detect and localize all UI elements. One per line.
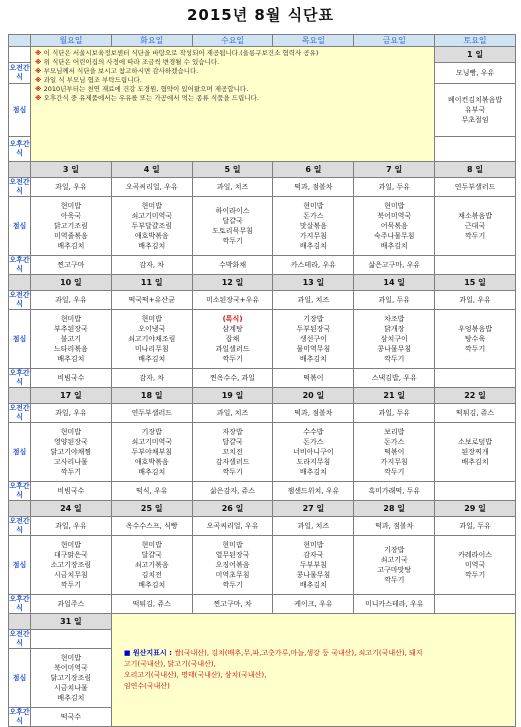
row-label-pm_snack: 오후간식 [9, 137, 31, 162]
am-snack-cell [31, 630, 112, 649]
menu-item: 채소볶음밥 [458, 212, 492, 220]
menu-item: 삼계탕 [222, 325, 243, 333]
row-label-lunch: 점심 [9, 197, 31, 256]
menu-item: 깍두기 [384, 576, 405, 584]
menu-item: 깍두기 [60, 468, 82, 476]
date-cell: 17 일 [31, 388, 112, 404]
menu-item: 고사리나물 [54, 458, 88, 466]
menu-item: 수수밥 [303, 428, 324, 436]
date-cell: 25 일 [111, 501, 192, 517]
date-cell: 28 일 [354, 501, 435, 517]
am-snack-cell: 떡과, 점볼차 [354, 517, 435, 536]
row-label-pm_snack: 오후간식 [9, 369, 30, 386]
origin-text: 임연수(국내산) [123, 682, 170, 690]
lunch-cell [192, 536, 273, 595]
menu-item: 콩나물무침 [377, 345, 412, 353]
pm-snack-cell [435, 137, 516, 162]
row-label-am_snack: 오전간식 [9, 630, 30, 647]
menu-item: 돈가스 [384, 438, 405, 446]
menu-item: 깍두기 [222, 355, 243, 363]
menu-item: 현미밥 [384, 202, 405, 210]
lunch-cell [192, 423, 273, 482]
am-snack-cell: 떡과, 점볼차 [273, 178, 354, 197]
menu-item: 아욱국 [60, 212, 82, 220]
lunch-cell [273, 310, 354, 369]
menu-item: 된장찌개 [461, 448, 489, 456]
menu-item: 배추김치 [138, 468, 166, 476]
pm-snack-cell: 떡튀김, 쥬스 [111, 595, 192, 614]
lunch-cell [435, 197, 516, 256]
menu-item: 현미밥 [141, 202, 162, 210]
date-cell: 13 일 [273, 275, 354, 291]
lunch-cell [192, 197, 273, 256]
menu-item: 깍두기 [222, 468, 243, 476]
date-cell: 14 일 [354, 275, 435, 291]
date-cell: 21 일 [354, 388, 435, 404]
lunch-cell [111, 197, 192, 256]
menu-item: 유부국 [464, 106, 486, 114]
pm-snack-cell: 떡식, 우유 [111, 482, 192, 501]
menu-item: 배추김치 [138, 581, 166, 589]
row-label-pm_snack: 오후간식 [9, 256, 30, 273]
menu-item: 현미밥 [303, 202, 324, 210]
menu-item: 배추김치 [57, 242, 85, 250]
am-snack-cell: 과일, 우유 [31, 517, 112, 536]
date-cell: 20 일 [273, 388, 354, 404]
lunch-cell [435, 310, 516, 369]
am-snack-cell: 과일, 치즈 [273, 517, 354, 536]
row-label-am_snack: 오전간식 [9, 63, 31, 84]
date-cell: 22 일 [435, 388, 516, 404]
row-label-am_snack: 오전간식 [9, 291, 30, 308]
am-snack-cell: 과일, 두유 [435, 517, 516, 536]
menu-item: 도토리묵무침 [212, 227, 253, 235]
am-snack-cell: 과일, 두유 [354, 404, 435, 423]
am-snack-cell: 과일, 치즈 [273, 291, 354, 310]
menu-item: 우엉볶음밥 [458, 325, 492, 333]
menu-item: 자장밥 [222, 428, 243, 436]
weekday-header: 화요일 [111, 35, 192, 47]
menu-item: 닭고기야채찜 [50, 448, 92, 456]
lunch-cell [354, 310, 435, 369]
date-corner [9, 501, 31, 517]
lunch-cell [435, 536, 516, 595]
menu-item: 두부된장국 [296, 325, 331, 333]
menu-item: 현미밥 [141, 315, 162, 323]
row-label-am_snack: 오전간식 [9, 178, 30, 195]
pm-snack-cell: 스낵김밥, 우유 [354, 369, 435, 388]
menu-item: 쇠고기볶음 [134, 561, 169, 569]
origin-label: ■ 원산지표시 : [123, 649, 175, 657]
menu-item: 현미밥 [141, 541, 162, 549]
menu-item: 깍두기 [60, 581, 82, 589]
am-snack-cell: 과일, 두유 [354, 178, 435, 197]
menu-item: 돈가스 [303, 438, 324, 446]
am-snack-cell: 연두부샐러드 [435, 178, 516, 197]
date-cell: 29 일 [435, 501, 516, 517]
menu-item: 달걀국 [222, 217, 243, 225]
menu-item: 배추김치 [380, 242, 408, 250]
menu-item: 기장밥 [384, 546, 405, 554]
pm-snack-cell: 케이크, 우유 [273, 595, 354, 614]
pm-snack-cell: 잼샌드위치, 우유 [273, 482, 354, 501]
pm-snack-cell: 카스테라, 우유 [273, 256, 354, 275]
pm-snack-cell: 삶은고구마, 우유 [354, 256, 435, 275]
menu-item: 두부부침 [299, 561, 327, 569]
am-snack-cell: 옥수수스프, 식빵 [111, 517, 192, 536]
pm-snack-cell: 삶은감자, 쥬스 [192, 482, 273, 501]
origin-box [111, 614, 515, 727]
am-snack-cell: 모닝빵, 우유 [435, 63, 516, 84]
menu-item: 애호박볶음 [134, 458, 169, 466]
menu-item: 물미역무침 [296, 345, 331, 353]
am-snack-cell: 떡국떡+유산균 [111, 291, 192, 310]
lunch-cell [273, 197, 354, 256]
menu-item: 깍두기 [464, 571, 486, 579]
am-snack-cell: 과일, 우유 [435, 291, 516, 310]
menu-item: 깍두기 [384, 468, 405, 476]
lunch-cell [354, 536, 435, 595]
menu-item: 열무된장국 [215, 551, 250, 559]
menu-item: 숙주나물무침 [373, 232, 415, 240]
menu-item: 두부달걀조림 [131, 222, 173, 230]
menu-item: 차조밥 [384, 315, 405, 323]
menu-item: 무초절임 [461, 116, 489, 124]
menu-item: 영양된장국 [54, 438, 88, 446]
pm-snack-cell: 미니카스테라, 우유 [354, 595, 435, 614]
origin-text: 고기(국내산), 닭고기(국내산), [123, 660, 216, 668]
menu-item: 잡채 [225, 335, 240, 343]
menu-item: 맛살볶음 [299, 222, 327, 230]
menu-item: 깍두기 [222, 581, 243, 589]
menu-item: 너비아니구이 [293, 448, 334, 456]
notice-line: ※ 과일 식 부모님 협조 부탁드립니다. [35, 76, 142, 84]
date-cell: 11 일 [111, 275, 192, 291]
date-corner [9, 162, 31, 178]
date-corner [9, 614, 31, 630]
menu-item: 감자샐러드 [215, 458, 250, 466]
am-snack-cell: 과일, 우유 [31, 178, 112, 197]
pm-snack-cell: 감자, 차 [111, 369, 192, 388]
pm-snack-cell [435, 369, 516, 388]
menu-item: 미역줄볶음 [54, 232, 88, 240]
pm-snack-cell: 찐고구마 [31, 256, 112, 275]
date-cell: 24 일 [31, 501, 112, 517]
menu-item: (특식) [222, 315, 243, 323]
menu-item: 쇠고기야채조림 [128, 335, 176, 343]
pm-snack-cell: 흑미가래떡, 두유 [354, 482, 435, 501]
menu-item: 깍두기 [222, 237, 243, 245]
menu-item: 배추김치 [299, 581, 327, 589]
menu-item: 달걀국 [141, 551, 162, 559]
pm-snack-cell: 비빔국수 [31, 369, 112, 388]
weekday-header: 금요일 [354, 35, 435, 47]
menu-item: 오징어볶음 [215, 561, 250, 569]
menu-item: 현미밥 [60, 202, 82, 210]
lunch-cell [273, 536, 354, 595]
am-snack-cell: 연두부샐러드 [111, 404, 192, 423]
date-cell: 1 일 [435, 47, 516, 63]
am-snack-cell: 떡튀김, 쥬스 [435, 404, 516, 423]
menu-item: 기장밥 [303, 315, 324, 323]
menu-item: 가지무침 [380, 458, 408, 466]
lunch-cell [111, 536, 192, 595]
menu-item: 보리밥 [384, 428, 405, 436]
pm-snack-cell: 수박화채 [192, 256, 273, 275]
header-corner [9, 35, 31, 47]
notice-box [31, 47, 435, 162]
menu-item: 배추김치 [57, 694, 85, 702]
menu-item: 쇠고기미역국 [131, 212, 173, 220]
menu-item: 베이컨김치볶음밥 [448, 96, 503, 104]
menu-item: 배추김치 [299, 242, 327, 250]
lunch-cell [31, 197, 112, 256]
lunch-cell [111, 423, 192, 482]
menu-item: 탕수육 [464, 335, 486, 343]
lunch-cell [192, 310, 273, 369]
date-cell: 26 일 [192, 501, 273, 517]
menu-item: 닭고기조림 [54, 222, 88, 230]
pm-snack-cell [435, 482, 516, 501]
pm-snack-cell: 비빔국수 [31, 482, 112, 501]
menu-item: 삼치구이 [380, 335, 408, 343]
date-cell: 18 일 [111, 388, 192, 404]
menu-item: 소고기장조림 [50, 561, 92, 569]
date-cell: 7 일 [354, 162, 435, 178]
menu-item: 북어미역국 [54, 664, 88, 672]
menu-item: 감자국 [303, 551, 324, 559]
am-snack-cell: 과일, 우유 [31, 404, 112, 423]
lunch-cell [31, 649, 112, 708]
menu-item: 콩나물무침 [296, 571, 331, 579]
menu-item: 현미밥 [60, 654, 82, 662]
menu-item: 배추김치 [138, 242, 166, 250]
row-label-pm_snack: 오후간식 [9, 482, 30, 499]
menu-item: 깍두기 [384, 355, 405, 363]
row-label-am_snack: 오전간식 [9, 404, 30, 421]
menu-item: 닭고기장조림 [50, 674, 92, 682]
notice-line: ※ 위 식단은 어린이집의 사정에 따라 조금씩 변경될 수 있습니다. [35, 58, 220, 66]
pm-snack-cell [435, 595, 516, 614]
date-cell: 15 일 [435, 275, 516, 291]
menu-item: 현미밥 [222, 541, 243, 549]
notice-line: ※ 부모님께서 식단을 보시고 참고하시면 감사하겠습니다. [35, 67, 199, 75]
lunch-cell [31, 310, 112, 369]
menu-item: 달걀국 [222, 438, 243, 446]
date-cell: 6 일 [273, 162, 354, 178]
menu-item: 생선구이 [299, 335, 327, 343]
am-snack-cell: 과일, 치즈 [192, 178, 273, 197]
menu-item: 배추김치 [461, 458, 489, 466]
menu-item: 닭개장 [384, 325, 405, 333]
menu-item: 기장밥 [141, 428, 162, 436]
menu-item: 김치전 [141, 571, 162, 579]
am-snack-cell: 떡과, 점볼차 [273, 404, 354, 423]
menu-item: 깍두기 [464, 232, 486, 240]
menu-item: 불고기 [60, 335, 82, 343]
row-label-lunch: 점심 [9, 649, 31, 708]
notice-line: ※ 2010년부터는 천연 재료에 건강 도경원, 협약이 있어왔으며 제공합니다. [35, 85, 249, 93]
row-label-lunch: 점심 [9, 423, 31, 482]
weekday-header: 목요일 [273, 35, 354, 47]
menu-item: 근대국 [464, 222, 486, 230]
date-cell: 10 일 [31, 275, 112, 291]
menu-item: 배추김치 [299, 468, 327, 476]
menu-item: 배추김치 [57, 355, 85, 363]
menu-item: 애호박볶음 [134, 232, 169, 240]
menu-item: 시금치나물 [54, 684, 88, 692]
menu-item: 시금치무침 [54, 571, 88, 579]
am-snack-cell: 과일, 두유 [354, 291, 435, 310]
lunch-cell [354, 197, 435, 256]
pm-snack-cell: 떡국수 [31, 708, 112, 727]
lunch-cell [435, 84, 516, 137]
date-corner [9, 388, 31, 404]
menu-item: 미역국 [464, 561, 486, 569]
weekday-header: 수요일 [192, 35, 273, 47]
date-cell: 8 일 [435, 162, 516, 178]
origin-text: 오리고기(국내산), 명태(국내산), 삼치(국내산), [123, 671, 267, 679]
menu-item: 미나리무침 [134, 345, 169, 353]
notice-line: ※ 오후간식 중 유제품에서는 우유를 또는 가공에서 먹는 종류 식품을 드립니다. [35, 94, 259, 102]
pm-snack-cell [435, 256, 516, 275]
weekday-header: 토요일 [435, 35, 516, 47]
lunch-cell [435, 423, 516, 482]
row-label-pm_snack: 오후간식 [9, 708, 30, 725]
date-cell: 4 일 [111, 162, 192, 178]
lunch-cell [273, 423, 354, 482]
weekday-header: 월요일 [31, 35, 112, 47]
menu-item: 현미밥 [303, 541, 324, 549]
origin-text: 쌀(국내산), 김치(배추,무,파,고춧가루,마늘,생강 등 국내산), 쇠고기(국내산), 돼지 [174, 649, 423, 657]
am-snack-cell: 과일, 치즈 [192, 404, 273, 423]
menu-item: 가지무침 [299, 232, 327, 240]
menu-item: 고구마맛탕 [377, 566, 412, 574]
menu-item: 두부야채부침 [131, 448, 173, 456]
lunch-cell [31, 536, 112, 595]
date-cell: 19 일 [192, 388, 273, 404]
date-cell: 27 일 [273, 501, 354, 517]
menu-item: 북어미역국 [377, 212, 412, 220]
menu-item: 돈가스 [303, 212, 324, 220]
menu-item: 꼬치전 [222, 448, 243, 456]
menu-item: 오이냉국 [138, 325, 166, 333]
menu-item: 소보로덮밥 [458, 438, 492, 446]
row-label-lunch: 점심 [9, 310, 31, 369]
menu-item: 느타리볶음 [54, 345, 88, 353]
pm-snack-cell: 감자, 차 [111, 256, 192, 275]
pm-snack-cell: 찐옥수수, 과일 [192, 369, 273, 388]
menu-item: 부추된장국 [54, 325, 88, 333]
menu-item: 카레라이스 [458, 551, 492, 559]
menu-item: 과일샐러드 [215, 345, 250, 353]
row-label-lunch: 점심 [9, 536, 31, 595]
menu-item: 배추김치 [138, 355, 166, 363]
am-snack-cell: 미소된장국+우유 [192, 291, 273, 310]
date-corner [9, 275, 31, 291]
row-label-lunch: 점심 [9, 84, 31, 137]
menu-item: 현미밥 [60, 315, 82, 323]
pm-snack-cell: 떡볶이 [273, 369, 354, 388]
row-label-am_snack: 오전간식 [9, 517, 30, 534]
page-title: 2015년 8월 식단표 [186, 6, 335, 24]
am-snack-cell: 오곡씨리얼, 우유 [192, 517, 273, 536]
pm-snack-cell: 과일주스 [31, 595, 112, 614]
corner [9, 47, 31, 63]
menu-item: 도라지무침 [296, 458, 331, 466]
menu-item: 쇠고기미역국 [131, 438, 173, 446]
menu-table [8, 34, 516, 727]
menu-item: 현미밥 [60, 428, 82, 436]
menu-item: 미역초무침 [215, 571, 250, 579]
pm-snack-cell: 찐고구마, 차 [192, 595, 273, 614]
date-cell: 31 일 [31, 614, 112, 630]
menu-item: 배추김치 [299, 355, 327, 363]
menu-item: 쇠고기국 [380, 556, 408, 564]
menu-item: 하이라이스 [215, 207, 250, 215]
am-snack-cell: 오곡씨리얼, 우유 [111, 178, 192, 197]
row-label-pm_snack: 오후간식 [9, 595, 30, 612]
lunch-cell [354, 423, 435, 482]
menu-item: 어묵볶음 [380, 222, 408, 230]
am-snack-cell: 과일, 우유 [31, 291, 112, 310]
lunch-cell [111, 310, 192, 369]
menu-item: 현미밥 [60, 541, 82, 549]
lunch-cell [31, 423, 112, 482]
menu-item: 깍두기 [464, 345, 486, 353]
notice-line: ※ 이 식단은 서울시보육정보센터 식단을 바탕으로 작성되어 제공됩니다.(울릉구보건소 협력사 공유) [35, 49, 319, 57]
menu-item: 떡볶이 [384, 448, 405, 456]
menu-item: 대구맑은국 [54, 551, 88, 559]
date-cell: 3 일 [31, 162, 112, 178]
date-cell: 5 일 [192, 162, 273, 178]
date-cell: 12 일 [192, 275, 273, 291]
